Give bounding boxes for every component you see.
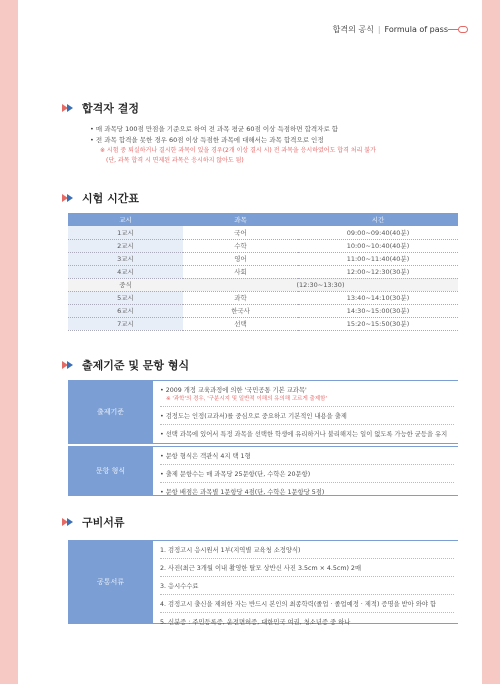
section-title-pass: 합격자 결정 bbox=[62, 100, 139, 116]
format-line-2: • 출제 문항수는 매 과목당 25문항(단, 수학은 20문항) bbox=[160, 465, 454, 483]
documents-content bbox=[160, 541, 454, 630]
schedule-table bbox=[68, 213, 458, 331]
double-chevron-icon bbox=[62, 517, 76, 527]
page bbox=[18, 0, 482, 684]
format-content bbox=[160, 447, 454, 500]
documents-box bbox=[68, 540, 458, 624]
criteria-label: 출제기준 bbox=[68, 381, 153, 443]
criteria-content bbox=[160, 381, 454, 442]
table-row: 2교시 수학 10:00~10:40(40분) bbox=[68, 239, 458, 252]
table-row: 5교시 과학 13:40~14:10(30분) bbox=[68, 291, 458, 304]
table-row: 6교시 한국사 14:30~15:00(30분) bbox=[68, 304, 458, 317]
page-header bbox=[18, 0, 482, 46]
col-header: 과목 bbox=[183, 213, 298, 226]
pass-criteria bbox=[90, 124, 470, 166]
format-label: 문항 형식 bbox=[68, 447, 153, 495]
criteria-line-1: • 2009 개정 교육과정에 의한 '국민공통 기본 교과목' ※ '과학'의 경우, '구분시지 및 일반적 이해의 유의해 고르게 출제함' bbox=[160, 381, 454, 407]
format-box bbox=[68, 446, 458, 496]
section-title-criteria: 출제기준 및 문항 형식 bbox=[62, 357, 189, 373]
table-row: 1교시 국어 09:00~09:40(40분) bbox=[68, 226, 458, 239]
header-line bbox=[448, 29, 458, 30]
pass-bullet-1: • 매 과목당 100점 만점을 기준으로 하여 전 과목 평균 60점 이상 득점하면 합격자로 함 bbox=[90, 125, 339, 133]
criteria-note: ※ '과학'의 경우, '구분시지 및 일반적 이해의 유의해 고르게 출제함' bbox=[166, 396, 327, 402]
double-chevron-icon bbox=[62, 103, 76, 113]
table-row: 4교시 사회 12:00~12:30(30분) bbox=[68, 265, 458, 278]
header-left: 합격의 공식 bbox=[332, 25, 374, 34]
document-item: 4. 검정고시 출신을 제외한 자는 반드시 본인의 최종학력(졸업 · 졸업예정 · 제적) 증명을 받아 와야 함 bbox=[160, 595, 454, 613]
table-row: 7교시 선택 15:20~15:50(30분) bbox=[68, 317, 458, 330]
header-right: Formula of pass bbox=[384, 25, 448, 34]
criteria-box bbox=[68, 380, 458, 444]
double-chevron-icon bbox=[62, 360, 76, 370]
section-title-schedule: 시험 시간표 bbox=[62, 190, 139, 206]
document-item: 2. 사진(최근 3개월 이내 촬영한 탈모 상반신 사진 3.5cm × 4.5cm) 2매 bbox=[160, 559, 454, 577]
header-dot-icon bbox=[458, 26, 468, 33]
document-item: 1. 검정고시 응시원서 1부(지역별 교육청 소정양식) bbox=[160, 541, 454, 559]
pass-bullet-2: • 전 과목 합격을 못한 경우 60점 이상 득점한 과목에 대해서는 과목 합격으로 인정 bbox=[90, 136, 324, 144]
format-line-1: • 문항 형식은 객관식 4지 택 1형 bbox=[160, 447, 454, 465]
table-header-row bbox=[68, 213, 458, 226]
pass-note-2: (단, 과목 합격 시 면제된 과목은 응시하지 않아도 됨) bbox=[106, 157, 244, 164]
table-row-lunch: 중식 (12:30~13:30) bbox=[68, 278, 458, 291]
criteria-line-2: • 검정도는 인정(교과서)를 중심으로 중요하고 기본적인 내용을 출제 bbox=[160, 407, 454, 425]
document-item: 5. 신분증 : 주민등록증, 운전면허증, 대한민국 여권, 청소년증 중 하나 bbox=[160, 619, 351, 626]
double-chevron-icon bbox=[62, 193, 76, 203]
pass-note-1: ※ 시험 중 퇴실하거나 결시한 과목이 있을 경우(2개 이상 결시 시) 전 과목을 응시하였어도 합격 처리 불가 bbox=[100, 147, 376, 154]
col-header: 시간 bbox=[298, 213, 458, 226]
document-item: 3. 응시수수료 bbox=[160, 577, 454, 595]
section-title-documents: 구비서류 bbox=[62, 514, 125, 530]
header-text: 합격의 공식 | Formula of pass bbox=[332, 25, 448, 34]
format-line-3: • 문항 배점은 과목별 1문항당 4점(단, 수학은 1문항당 5점) bbox=[160, 489, 325, 496]
documents-label: 공통서류 bbox=[68, 541, 153, 623]
criteria-line-3: • 선택 과목에 있어서 특정 과목을 선택한 학생에 유리하거나 불리해지는 일이 없도록 가능한 균등을 유지 bbox=[160, 431, 448, 438]
col-header: 교시 bbox=[68, 213, 183, 226]
table-row: 3교시 영어 11:00~11:40(40분) bbox=[68, 252, 458, 265]
